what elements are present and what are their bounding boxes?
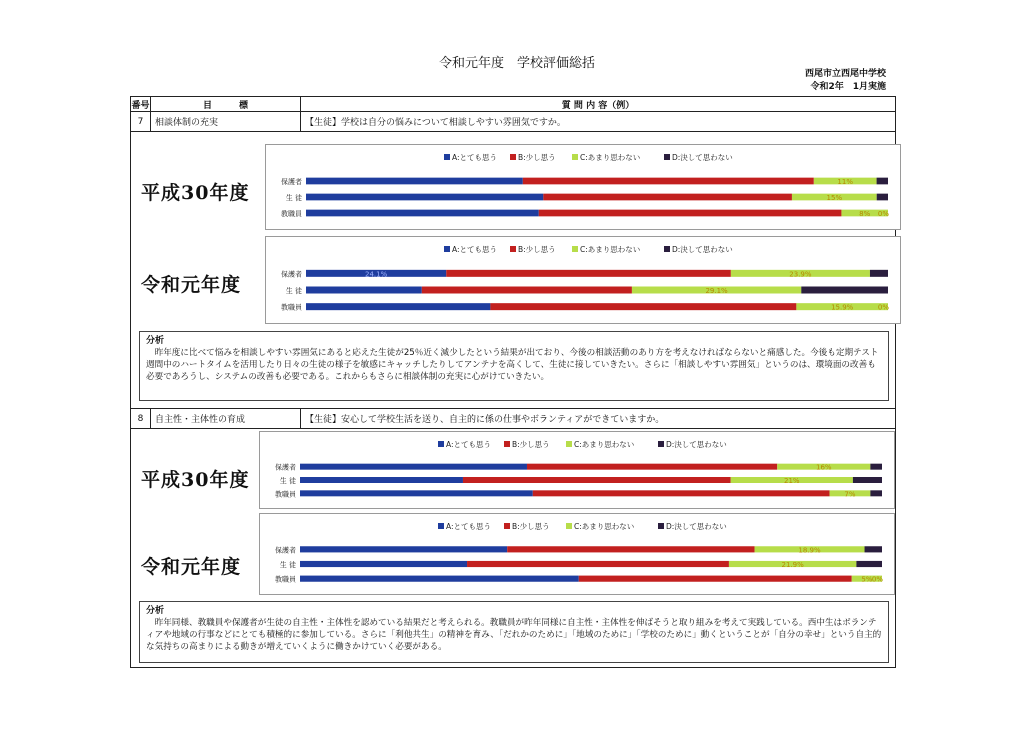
section-8-year-r1: 令和元年度: [141, 556, 242, 578]
legend-label-d: D:決して思わない: [666, 440, 727, 449]
bar-segment-b: [422, 287, 632, 294]
data-label: 8%: [859, 210, 871, 218]
section-8-analysis-text: 昨年同様、教職員や保護者が生徒の自主性・主体性を認めている結果だと考えられる。教職員が昨年同様に自主性・主体性を伸ばそうと取り組みを考えて実践している。西中生はボランティアや地域の行事などにとても積極的に参加している。さらに「利他共生」の精神を育み、「だれかのために」「地域のために」「学校のために」動くということが「自分の幸せ」という自主的な気持ちの高まりによる動きが増えていくように働きかけていく必要がある。: [146, 618, 882, 652]
bar-segment-a: [306, 178, 523, 185]
legend-label-c: C:あまり思わない: [580, 245, 641, 254]
data-label: 29.1%: [705, 287, 728, 295]
bar-segment-b: [467, 561, 729, 567]
category-label: 生 徒: [285, 194, 302, 202]
data-label: 15%: [826, 194, 843, 202]
bar-segment-a: [300, 477, 463, 483]
data-label: 21.9%: [781, 561, 804, 569]
bar-segment-d: [877, 194, 888, 201]
bar-segment-d: [870, 270, 888, 277]
category-label: 生 徒: [279, 477, 296, 485]
legend-swatch-d: [658, 523, 664, 529]
chart-soudan-r1: [265, 236, 901, 324]
category-label: 教職員: [281, 303, 302, 312]
legend-swatch-a: [438, 441, 444, 447]
bar-segment-b: [579, 576, 852, 582]
bar-segment-b: [446, 270, 731, 277]
data-label: 11%: [837, 178, 853, 186]
legend-label-d: D:決して思わない: [672, 245, 733, 254]
section-8-no: 8: [131, 409, 151, 428]
data-label: 24.1%: [365, 270, 388, 279]
data-label: 0%: [877, 210, 889, 218]
section-7-goal: 相談体制の充実: [151, 112, 301, 131]
legend-label-a: A:とても思う: [452, 245, 498, 254]
bar-segment-a: [300, 464, 527, 470]
section-8-year-h30: 平成30年度: [141, 469, 250, 491]
category-label: 教職員: [281, 210, 302, 218]
table-header-row: [131, 97, 895, 112]
legend-swatch-a: [444, 246, 450, 252]
section-7-year-h30: 平成30年度: [141, 182, 250, 204]
bar-segment-b: [533, 490, 830, 496]
legend-label-a: A:とても思う: [446, 440, 492, 449]
category-label: 保護者: [275, 463, 296, 472]
legend-swatch-d: [664, 246, 670, 252]
chart-svg: [260, 514, 894, 594]
bar-segment-a: [306, 194, 543, 201]
legend-swatch-c: [566, 523, 572, 529]
data-label: 16%: [816, 463, 832, 472]
section-7-analysis: [139, 331, 889, 401]
legend-label-a: A:とても思う: [452, 153, 498, 162]
bar-segment-d: [853, 477, 882, 483]
bar-segment-b: [463, 477, 731, 483]
data-label: 21%: [784, 477, 800, 485]
legend-label-b: B:少し思う: [518, 245, 556, 254]
section-8-question: 【生徒】安心して学校生活を送り、自主的に係の仕事やボランティアができていますか。: [305, 415, 665, 425]
legend-swatch-b: [510, 154, 516, 160]
school-name: 西尾市立西尾中学校: [804, 69, 886, 79]
category-label: 生 徒: [285, 287, 302, 295]
data-label: 23.9%: [789, 270, 812, 279]
legend-swatch-d: [664, 154, 670, 160]
section-8-analysis: [139, 601, 889, 663]
section-7-analysis-text: 昨年度に比べて悩みを相談しやすい雰囲気にあると応えた生徒が25％近く減少したという結果が出ており、今後の相談活動のあり方を考えなければならないと痛感した。今後も定期テスト週間中のハートタイムを活用したり日々の生徒の様子を敏感にキャッチしたりしてアンテナを高くして、生徒に接していきたい。さらに「相談しやすい雰囲気」というのは、環境面の改善も必要であろうし、システムの改善も必要である。これからもさらに相談体制の充実に心がけていきたい。: [146, 348, 879, 382]
category-label: 教職員: [275, 575, 296, 584]
bar-segment-b: [490, 303, 796, 310]
chart-jishu-r1: [259, 513, 895, 595]
category-label: 保護者: [275, 546, 296, 555]
header-no: 番号: [131, 97, 151, 111]
legend-swatch-d: [658, 441, 664, 447]
evaluation-table: [130, 96, 896, 668]
legend-swatch-c: [572, 246, 578, 252]
legend-label-d: D:決して思わない: [672, 153, 733, 162]
category-label: 生 徒: [279, 561, 296, 569]
bar-segment-a: [306, 287, 422, 294]
bar-segment-b: [507, 546, 754, 552]
data-label: 18.9%: [798, 546, 821, 555]
data-label: 5%: [861, 575, 873, 584]
category-label: 保護者: [281, 270, 302, 279]
legend-label-a: A:とても思う: [446, 522, 492, 531]
bar-segment-d: [870, 464, 882, 470]
legend-label-c: C:あまり思わない: [580, 153, 641, 162]
bar-segment-a: [300, 561, 467, 567]
section-8-goal: 自主性・主体性の育成: [151, 409, 301, 428]
bar-segment-d: [856, 561, 882, 567]
section-7-question: 【生徒】学校は自分の悩みについて相談しやすい雰囲気ですか。: [305, 118, 566, 128]
bar-segment-b: [539, 210, 842, 217]
section-8-body: [131, 429, 895, 667]
header-goal: 目 標: [151, 97, 301, 111]
chart-svg: [266, 237, 900, 323]
legend-swatch-b: [504, 441, 510, 447]
bar-segment-a: [300, 576, 579, 582]
bar-segment-d: [870, 490, 882, 496]
legend-label-b: B:少し思う: [518, 153, 556, 162]
bar-segment-b: [523, 178, 814, 185]
category-label: 教職員: [275, 490, 296, 499]
bar-segment-a: [306, 303, 490, 310]
bar-segment-b: [527, 464, 777, 470]
bar-segment-a: [306, 210, 539, 217]
section-7-body: [131, 132, 895, 409]
legend-label-c: C:あまり思わない: [574, 440, 635, 449]
data-label: 0%: [871, 575, 883, 584]
survey-date: 令和2年 1月実施: [810, 82, 886, 92]
legend-label-b: B:少し思う: [512, 440, 550, 449]
legend-swatch-a: [438, 523, 444, 529]
section-8-analysis-title: 分析: [146, 606, 165, 616]
section-7-year-r1: 令和元年度: [141, 274, 242, 296]
bar-segment-d: [801, 287, 888, 294]
data-label: 7%: [844, 490, 856, 499]
data-label: 0%: [877, 303, 889, 312]
legend-swatch-b: [510, 246, 516, 252]
chart-svg: [266, 145, 900, 229]
bar-segment-b: [543, 194, 792, 201]
chart-svg: [260, 432, 894, 508]
section-7-row: [131, 112, 895, 132]
legend-label-c: C:あまり思わない: [574, 522, 635, 531]
legend-label-d: D:決して思わない: [666, 522, 727, 531]
legend-swatch-c: [572, 154, 578, 160]
bar-segment-d: [877, 178, 888, 185]
school-info: [805, 68, 886, 94]
legend-swatch-a: [444, 154, 450, 160]
section-7-no: 7: [131, 112, 151, 131]
bar-segment-a: [300, 490, 533, 496]
section-8-row: [131, 409, 895, 429]
data-label: 15.9%: [831, 303, 854, 312]
legend-swatch-c: [566, 441, 572, 447]
bar-segment-a: [300, 546, 507, 552]
chart-soudan-h30: [265, 144, 901, 230]
bar-segment-d: [865, 546, 882, 552]
legend-swatch-b: [504, 523, 510, 529]
chart-jishu-h30: [259, 431, 895, 509]
category-label: 保護者: [281, 178, 302, 186]
section-7-analysis-title: 分析: [146, 336, 165, 346]
legend-label-b: B:少し思う: [512, 522, 550, 531]
page-title: 令和元年度 学校評価総括: [438, 56, 595, 71]
header-question: 質 問 内 容（例）: [561, 100, 635, 111]
